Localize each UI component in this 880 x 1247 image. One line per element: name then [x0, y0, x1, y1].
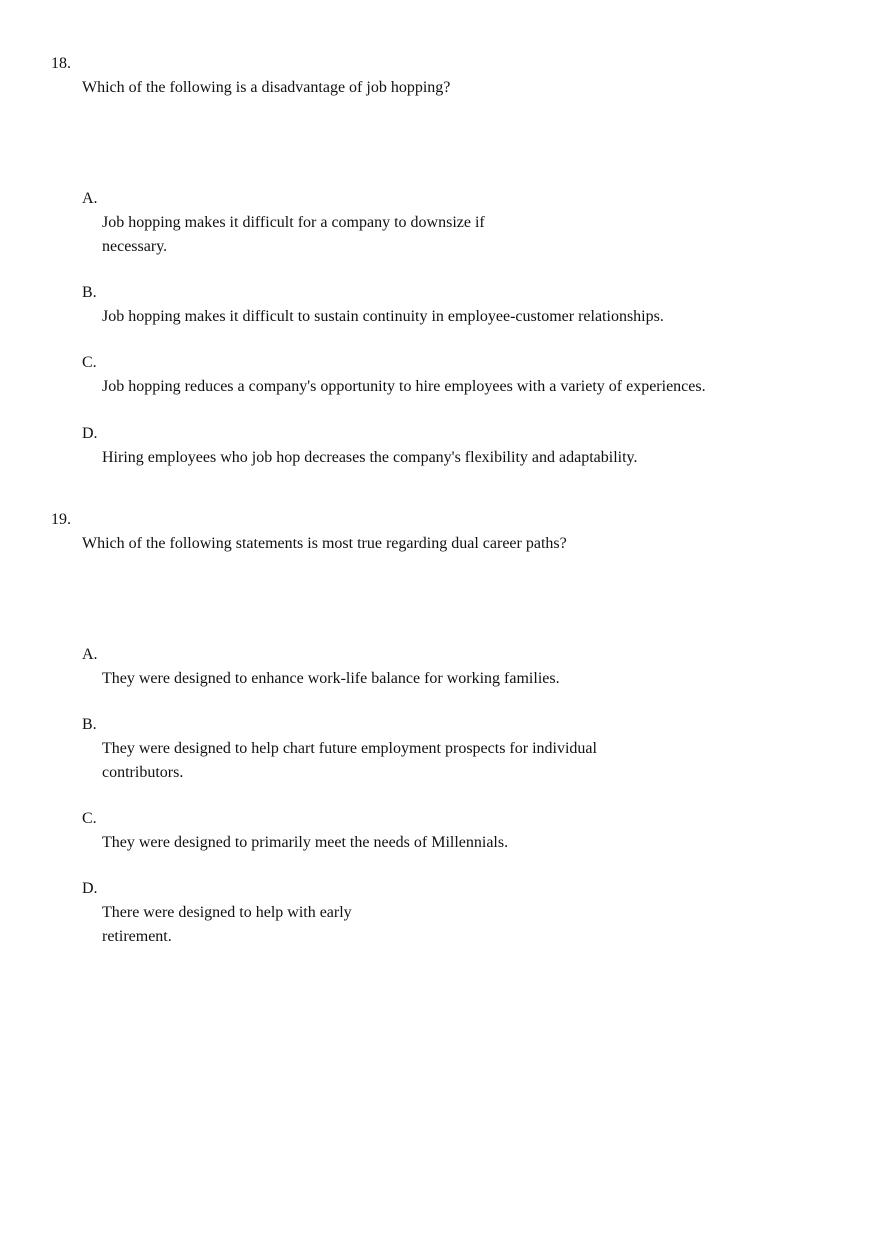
option-text-line: They were designed to enhance work-life balance for working families. [102, 670, 560, 687]
option-text [102, 375, 706, 399]
option-text [102, 305, 664, 329]
option-letter: D. [82, 880, 98, 897]
question-number: 19. [51, 511, 71, 528]
option-text [102, 446, 637, 470]
option-text-line: necessary. [102, 238, 168, 255]
question-stem: Which of the following statements is most true regarding dual career paths? [82, 535, 567, 552]
option-letter: D. [82, 425, 98, 442]
option-letter: A. [82, 190, 98, 207]
option-text [102, 667, 560, 691]
option-text [102, 831, 508, 855]
option-text-line: retirement. [102, 928, 172, 945]
option-letter: C. [82, 810, 97, 827]
option-letter: A. [82, 646, 98, 663]
option-text-line: There were designed to help with early [102, 904, 352, 921]
option-letter: C. [82, 354, 97, 371]
option-text-line: contributors. [102, 764, 184, 781]
option-text-line: Job hopping makes it difficult to sustain continuity in employee-customer relationships. [102, 308, 664, 325]
option-text-line: Job hopping makes it difficult for a company to downsize if [102, 214, 485, 231]
option-letter: B. [82, 716, 97, 733]
option-text-line: They were designed to primarily meet the needs of Millennials. [102, 834, 509, 851]
option-text-line: They were designed to help chart future employment prospects for individual [102, 740, 597, 757]
option-letter: B. [82, 284, 97, 301]
option-text [102, 211, 485, 259]
option-text-line: Hiring employees who job hop decreases the company's flexibility and adaptability. [102, 449, 638, 466]
option-text [102, 737, 597, 785]
question-number: 18. [51, 55, 71, 72]
question-stem: Which of the following is a disadvantage of job hopping? [82, 79, 451, 96]
option-text [102, 901, 352, 949]
option-text-line: Job hopping reduces a company's opportunity to hire employees with a variety of experiences. [102, 378, 706, 395]
